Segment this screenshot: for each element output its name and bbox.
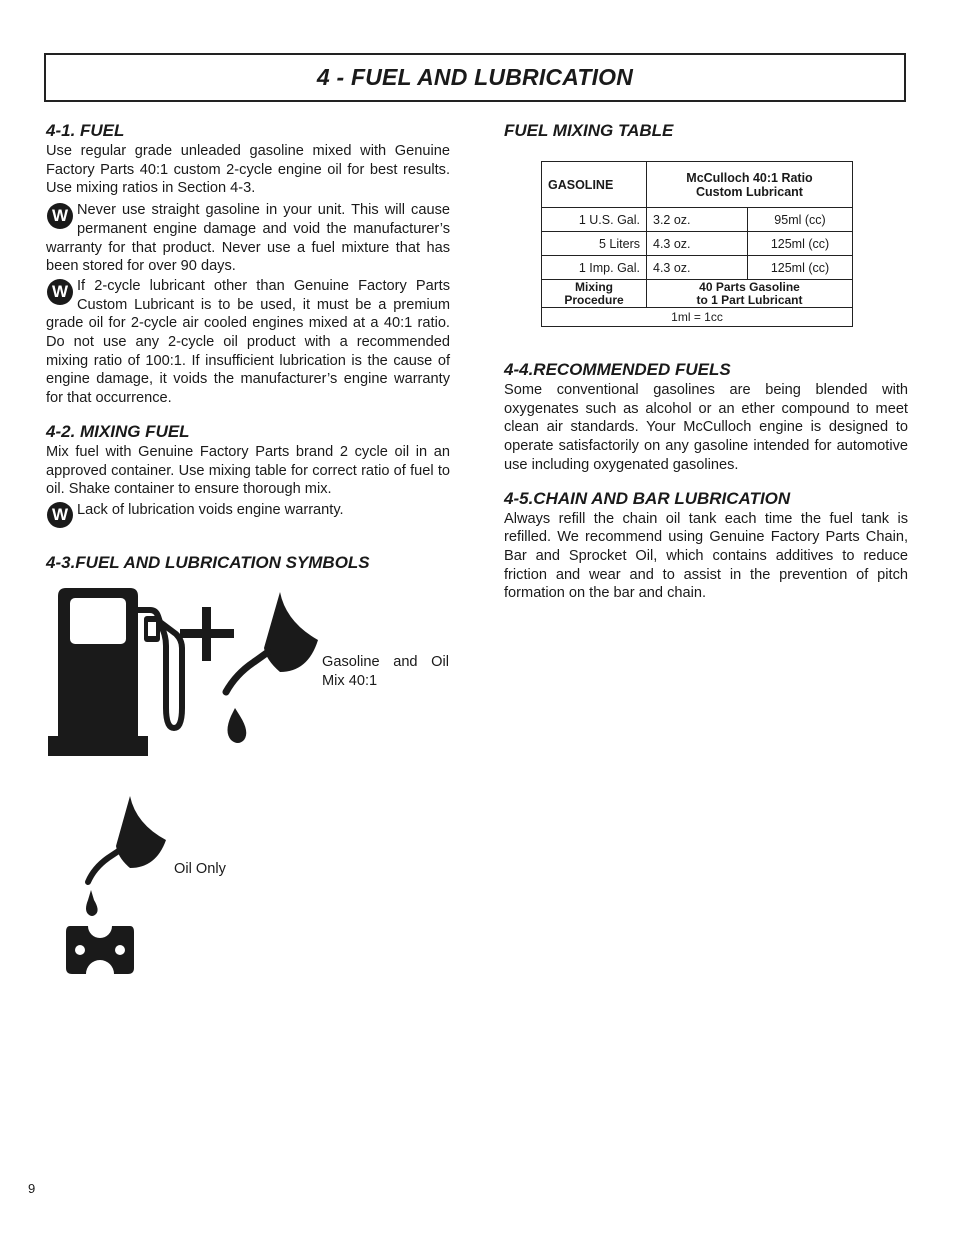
- gasoline-pump-icon: [48, 588, 188, 756]
- section-4-3-heading: 4-3.FUEL AND LUBRICATION SYMBOLS: [46, 552, 370, 572]
- section-4-5-text: Always refill the chain oil tank each time the fuel tank is refilled. We recommend using Genuine Factory Parts Chain, Bar and Sprocket Oil, which contains additives to reduce friction and wear and to assist in the prevention of pitch formation on the bar and chain.: [504, 510, 908, 602]
- table-cell: 125ml (cc): [748, 256, 853, 280]
- fuel-mixing-table-heading: FUEL MIXING TABLE: [504, 121, 674, 140]
- warning-2: [46, 277, 450, 408]
- section-4-4-heading: 4-4.RECOMMENDED FUELS: [504, 360, 731, 379]
- table-cell-ratio: [647, 280, 853, 308]
- section-4-5-heading: 4-5.CHAIN AND BAR LUBRICATION: [504, 488, 791, 508]
- table-text: 40 Parts Gasoline: [699, 279, 800, 294]
- table-cell: 4.3 oz.: [647, 256, 748, 280]
- warning-2-text: If 2-cycle lubricant other than Genuine Factory Parts Custom Lubricant is to be used, it must be a premium grade oil for 2-cycle air cooled engines mixed at a 40:1 ratio. Do not use any 2-cycle oil product with a recommended mixing ratio of 100:1. If insufficient lubrication is the cause of engine damage, it voids the manufacturer’s engine warranty for that occurrence.: [46, 277, 450, 407]
- table-text: to 1 Part Lubricant: [696, 292, 803, 307]
- right-column-lower: [504, 360, 908, 603]
- warning-w-icon: W: [47, 203, 73, 229]
- warning-w-icon: W: [47, 279, 73, 305]
- section-4-4-text: Some conventional gasolines are being blended with oxygenates such as alcohol or an ether compound to meet clean air standards. Your McCulloch engine is designed to operate satisfactorily on any gasoline intended for automotive use including oxygenated gasolines.: [504, 382, 908, 473]
- table-cell: 4.3 oz.: [647, 232, 748, 256]
- oil-can-icon: [218, 592, 322, 746]
- caption-oil-only: Oil Only: [174, 861, 226, 877]
- table-cell: 125ml (cc): [748, 232, 853, 256]
- section-4-1-heading: 4-1. FUEL: [46, 121, 125, 140]
- warning-3: [46, 500, 450, 528]
- table-header-gasoline: GASOLINE: [542, 162, 647, 208]
- table-row: [542, 280, 853, 308]
- table-row: [542, 232, 853, 256]
- table-text: Procedure: [564, 292, 624, 307]
- table-cell-mixing-procedure: [542, 280, 647, 308]
- table-row: [542, 208, 853, 232]
- table-cell: 5 Liters: [542, 232, 647, 256]
- warning-1: [46, 201, 450, 276]
- right-column: [504, 121, 908, 142]
- section-4-1-intro: Use regular grade unleaded gasoline mixed with Genuine Factory Parts 40:1 custom 2-cycle engine oil for best results. Use mixing ratios in Section 4-3.: [46, 143, 450, 197]
- table-header-line2: Custom Lubricant: [696, 184, 803, 199]
- table-cell: 3.2 oz.: [647, 208, 748, 232]
- table-text: Mixing: [575, 279, 613, 294]
- table-cell: 95ml (cc): [748, 208, 853, 232]
- oil-can-icon: [84, 796, 170, 920]
- warning-1-text: Never use straight gasoline in your unit. This will cause permanent engine damage and void the manufacturer’s warranty for that product. Never use a fuel mixture that has been stored for over 90 days.: [46, 202, 450, 275]
- table-header-line1: McCulloch 40:1 Ratio: [686, 170, 813, 185]
- table-row: [542, 308, 853, 327]
- left-column: [46, 121, 450, 574]
- chain-link-icon: [64, 926, 136, 974]
- page-number: 9: [28, 1181, 36, 1196]
- table-cell: 1 U.S. Gal.: [542, 208, 647, 232]
- page-title: 4 - FUEL AND LUBRICATION: [316, 64, 634, 90]
- section-4-2-text: Mix fuel with Genuine Factory Parts brand 2 cycle oil in an approved container. Use mixing table for correct ratio of fuel to oil. Shake container to ensure thorough mix.: [46, 443, 450, 498]
- section-4-2-heading: 4-2. MIXING FUEL: [46, 421, 190, 441]
- warning-w-icon: W: [47, 502, 73, 528]
- fuel-mixing-table: [541, 161, 853, 327]
- table-row: [542, 256, 853, 280]
- warning-3-text: Lack of lubrication voids engine warranty.: [77, 501, 344, 518]
- table-header-lubricant: [647, 162, 853, 208]
- table-cell: 1 Imp. Gal.: [542, 256, 647, 280]
- page-title-box: [44, 53, 906, 102]
- table-note: 1ml = 1cc: [542, 308, 853, 327]
- caption-gasoline-oil-mix: Gasoline and Oil Mix 40:1: [322, 654, 449, 689]
